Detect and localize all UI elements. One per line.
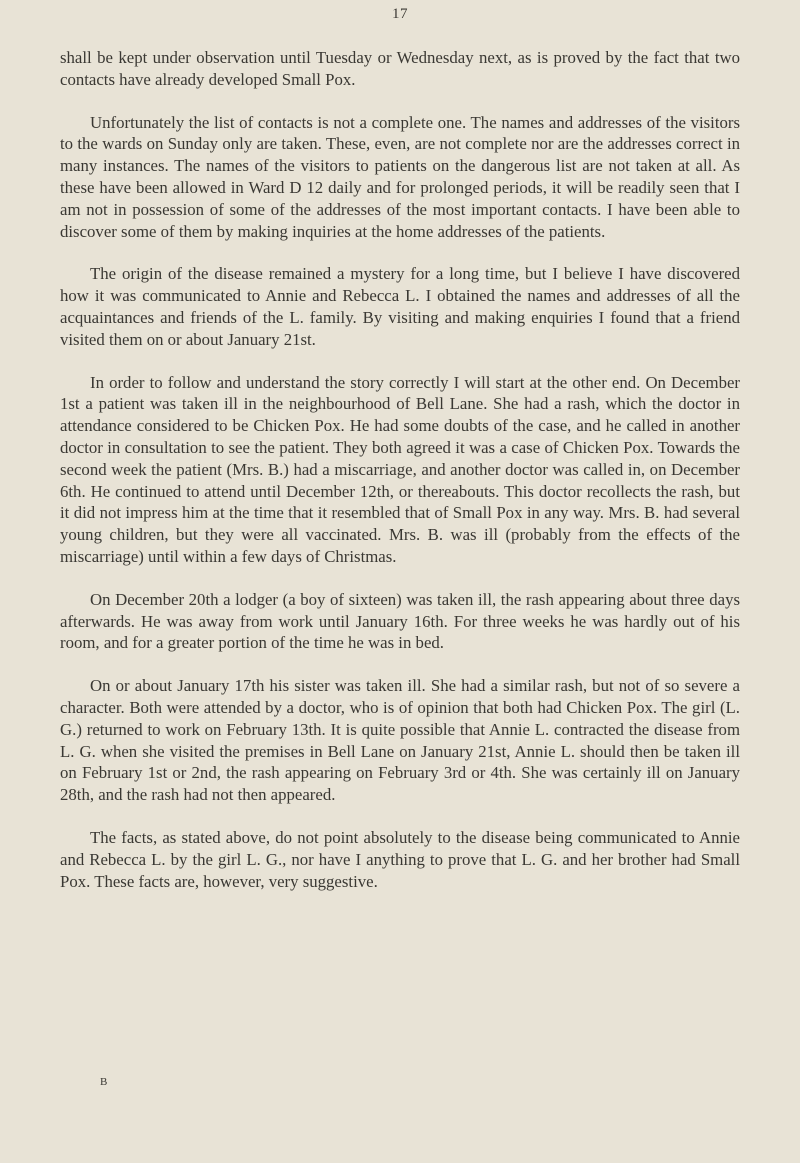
page-number: 17	[392, 6, 408, 22]
paragraph: The facts, as stated above, do not point absolutely to the disease being communicated to Annie and Rebecca L. by the girl L. G., nor have I anything to prove that L. G. and her brother had Small Pox. These facts are, however, very suggestive.	[60, 827, 740, 891]
paragraph: On or about January 17th his sister was taken ill. She had a similar rash, but not of so severe a character. Both were attended by a doctor, who is of opinion that both had Chicken Pox. The girl (L. G.) returned to work on February 13th. It is quite possible that Annie L. contracted the disease from L. G. when she visited the premises in Bell Lane on January 21st, Annie L. should then be taken ill on February 1st or 2nd, the rash appearing on February 3rd or 4th. She was certainly ill on January 28th, and the rash had not then appeared.	[60, 676, 740, 805]
paragraph: The origin of the disease remained a mystery for a long time, but I believe I have discovered how it was communicated to Annie and Rebecca L. I obtained the names and addresses of all the acquaintances and friends of the L. family. By visiting and making enquiries I found that a friend visited them on or about January 21st.	[60, 264, 740, 349]
body-text	[60, 47, 740, 913]
paragraph: In order to follow and understand the story correctly I will start at the other end. On December 1st a patient was taken ill in the neighbourhood of Bell Lane. She had a rash, which the doctor in attendance considered to be Chicken Pox. He had some doubts of the case, and he called in another doctor in consultation to see the patient. They both agreed it was a case of Chicken Pox. Towards the second week the patient (Mrs. B.) had a miscarriage, and another doctor was called in, on December 6th. He continued to attend until December 12th, or thereabouts. This doctor recollects the rash, but it did not impress him at the time that it resembled that of Small Pox in any way. Mrs. B. had several young children, but they were all vaccinated. Mrs. B. was ill (probably from the effects of the miscarriage) until within a few days of Christmas.	[60, 372, 740, 566]
paragraph: On December 20th a lodger (a boy of sixteen) was taken ill, the rash appearing about three days afterwards. He was away from work until January 16th. For three weeks he was hardly out of his room, and for a greater portion of the time he was in bed.	[60, 589, 740, 653]
signature-mark: B	[100, 1076, 108, 1088]
paragraph: Unfortunately the list of contacts is not a complete one. The names and addresses of the visitors to the wards on Sunday only are taken. These, even, are not complete nor are the addresses correct in many instances. The names of the visitors to patients on the dangerous list are not taken at all. As these have been allowed in Ward D 12 daily and for prolonged periods, it will be readily seen that I am not in possession of some of the addresses of the most important contacts. I have been able to discover some of them by making inquiries at the home addresses of the patients.	[60, 112, 740, 241]
paragraph: shall be kept under observation until Tuesday or Wednesday next, as is proved by the fact that two contacts have already developed Small Pox.	[60, 48, 740, 89]
